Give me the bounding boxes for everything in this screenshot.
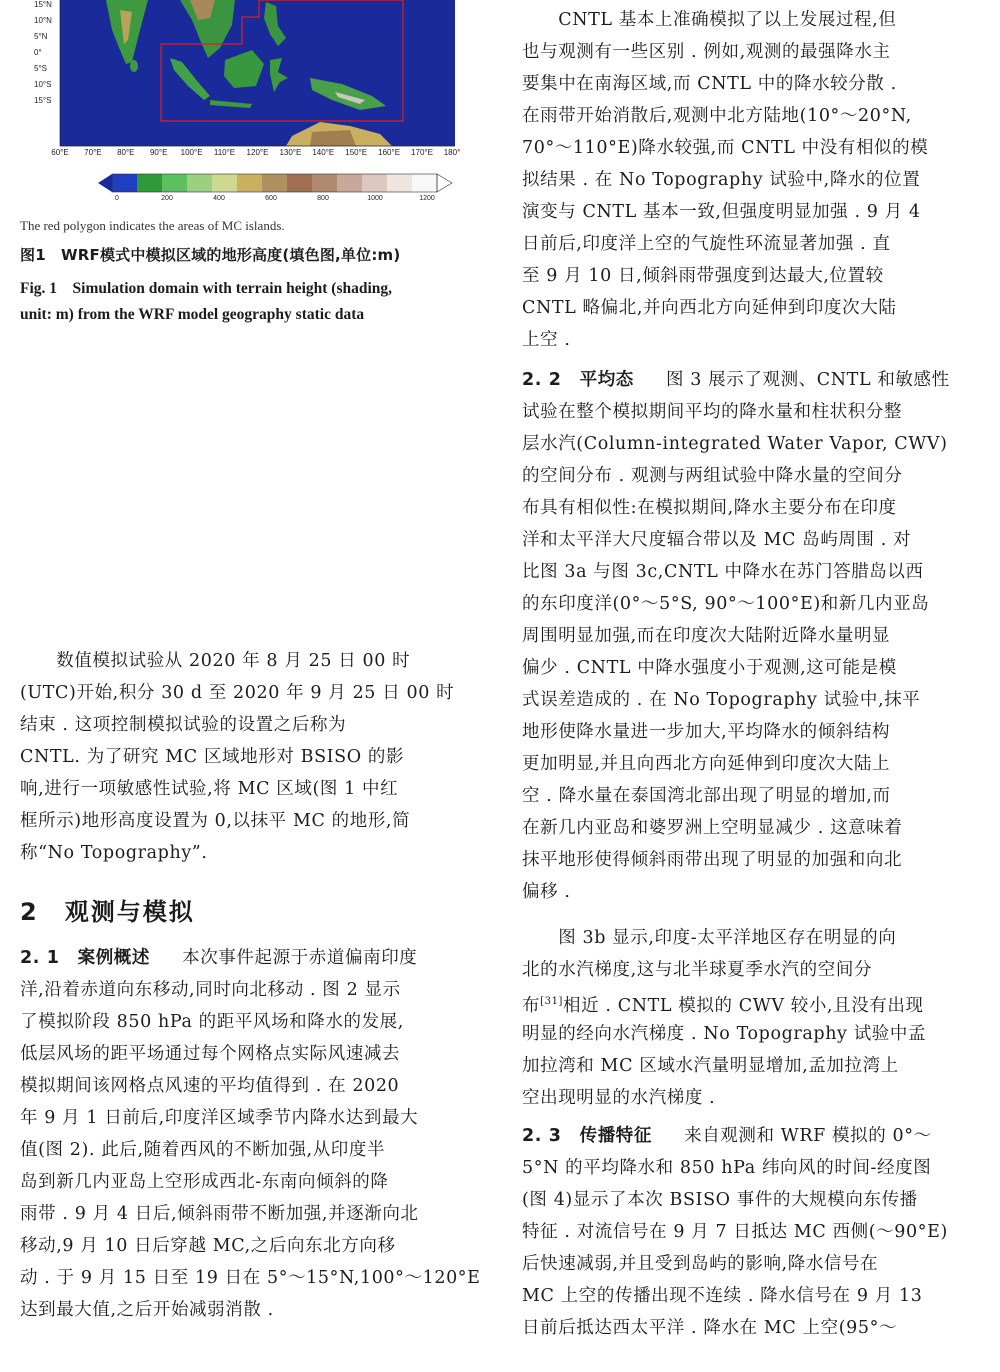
paragraph-line: 结束 . 这项控制模拟试验的设置之后称为 bbox=[20, 715, 347, 735]
paragraph-line: 雨带 . 9 月 4 日后,倾斜雨带不断加强,并逐渐向北 bbox=[20, 1204, 419, 1224]
paragraph-line-with-citation: 布[31]相近 . CNTL 模拟的 CWV 较小,且没有出现 bbox=[522, 995, 924, 1016]
terrain-map bbox=[20, 0, 460, 150]
paragraph-line: 北的水汽梯度,这与北半球夏季水汽的空间分 bbox=[522, 960, 873, 980]
paragraph-line: 上空 . bbox=[522, 330, 571, 350]
paragraph-line: 模拟期间该网格点风速的平均值得到 . 在 2020 bbox=[20, 1076, 400, 1096]
subsection-2-3-first-line: 2. 3 传播特征 来自观测和 WRF 模拟的 0°～ bbox=[522, 1126, 932, 1146]
lat-tick: 15°N bbox=[34, 0, 52, 9]
paragraph-line: CNTL 基本上准确模拟了以上发展过程,但 bbox=[522, 10, 897, 30]
figure-note: The red polygon indicates the areas of MC islands. bbox=[20, 218, 285, 233]
paragraph-line: 5°N 的平均降水和 850 hPa 纬向风的时间-经度图 bbox=[522, 1158, 932, 1178]
lat-tick: 10°N bbox=[34, 16, 52, 25]
lon-tick: 150°E bbox=[345, 148, 368, 157]
paragraph-line: (UTC)开始,积分 30 d 至 2020 年 9 月 25 日 00 时 bbox=[20, 683, 455, 703]
figure-caption-cn: 图1 WRF模式中模拟区域的地形高度(填色图,单位:m) bbox=[20, 246, 401, 264]
lat-tick: 0° bbox=[34, 48, 42, 57]
paragraph-line: 也与观测有一些区别 . 例如,观测的最强降水主 bbox=[522, 42, 891, 62]
paragraph-line: 移动,9 月 10 日后穿越 MC,之后向东北方向移 bbox=[20, 1236, 396, 1256]
colorbar-tick: 400 bbox=[213, 195, 225, 202]
figure-caption-en-cont: unit: m) from the WRF model geography static data bbox=[20, 306, 365, 323]
lon-tick: 60°E bbox=[51, 148, 69, 157]
paragraph-line: 值(图 2). 此后,随着西风的不断加强,从印度半 bbox=[20, 1140, 386, 1160]
colorbar-tick: 200 bbox=[161, 195, 173, 202]
lon-tick: 180° bbox=[443, 148, 461, 157]
paragraph-line: CNTL. 为了研究 MC 区域地形对 BSISO 的影 bbox=[20, 747, 405, 767]
paragraph-line: 加拉湾和 MC 区域水汽量明显增加,孟加拉湾上 bbox=[522, 1056, 899, 1076]
paragraph-line: 抹平地形使得倾斜雨带出现了明显的加强和向北 bbox=[522, 850, 903, 870]
section-heading: 2 观测与模拟 bbox=[20, 898, 195, 926]
colorbar-tick: 600 bbox=[265, 195, 277, 202]
paragraph-line: 布具有相似性:在模拟期间,降水主要分布在印度 bbox=[522, 498, 897, 518]
paragraph-line: 比图 3a 与图 3c,CNTL 中降水在苏门答腊岛以西 bbox=[522, 562, 924, 582]
colorbar-tick: 800 bbox=[317, 195, 329, 202]
figure-caption-en: Fig. 1 Simulation domain with terrain height (shading, bbox=[20, 280, 393, 297]
paragraph-line: 动 . 于 9 月 15 日至 19 日在 5°～15°N,100°～120°E bbox=[20, 1268, 481, 1288]
paragraph-line: 称“No Topography”. bbox=[20, 843, 208, 863]
paragraph-line: 偏移 . bbox=[522, 882, 571, 902]
subsection-heading: 2. 3 传播特征 bbox=[522, 1126, 652, 1146]
paragraph-line: 后快速减弱,并且受到岛屿的影响,降水信号在 bbox=[522, 1254, 879, 1274]
paragraph-line: 要集中在南海区域,而 CNTL 中的降水较分散 . bbox=[522, 74, 897, 94]
paragraph-line: 空出现明显的水汽梯度 . bbox=[522, 1088, 716, 1108]
paragraph-line: 演变与 CNTL 基本一致,但强度明显加强 . 9 月 4 bbox=[522, 202, 921, 222]
lon-tick: 110°E bbox=[213, 148, 236, 157]
lon-tick: 160°E bbox=[378, 148, 401, 157]
citation-ref[interactable]: [31] bbox=[540, 996, 564, 1007]
lon-tick: 100°E bbox=[180, 148, 203, 157]
paragraph-line: 的空间分布 . 观测与两组试验中降水量的空间分 bbox=[522, 466, 903, 486]
lon-tick: 70°E bbox=[84, 148, 102, 157]
paragraph-line: 岛到新几内亚岛上空形成西北-东南向倾斜的降 bbox=[20, 1172, 389, 1192]
paragraph-line: CNTL 略偏北,并向西北方向延伸到印度次大陆 bbox=[522, 298, 897, 318]
paragraph-line: 明显的经向水汽梯度 . No Topography 试验中孟 bbox=[522, 1024, 927, 1044]
paragraph-line: 在雨带开始消散后,观测中北方陆地(10°～20°N, bbox=[522, 106, 912, 126]
subsection-2-1-first-line: 2. 1 案例概述 本次事件起源于赤道偏南印度 bbox=[20, 948, 418, 968]
paragraph-line: 70°～110°E)降水较强,而 CNTL 中没有相似的模 bbox=[522, 138, 929, 158]
paragraph-line: 偏少 . CNTL 中降水强度小于观测,这可能是模 bbox=[522, 658, 897, 678]
paragraph-line: 洋,沿着赤道向东移动,同时向北移动 . 图 2 显示 bbox=[20, 980, 401, 1000]
figure-1 bbox=[20, 0, 460, 210]
paragraph-line: 地形使降水量进一步加大,平均降水的倾斜结构 bbox=[522, 722, 891, 742]
colorbar bbox=[98, 172, 454, 194]
paragraph-line: 数值模拟试验从 2020 年 8 月 25 日 00 时 bbox=[20, 651, 411, 671]
paragraph-line: 在新几内亚岛和婆罗洲上空明显减少 . 这意味着 bbox=[522, 818, 903, 838]
paragraph-line: 图 3b 显示,印度-太平洋地区存在明显的向 bbox=[522, 928, 897, 948]
paragraph-line: 的东印度洋(0°～5°S, 90°～100°E)和新几内亚岛 bbox=[522, 594, 930, 614]
lon-tick: 140°E bbox=[312, 148, 335, 157]
paragraph-line: 试验在整个模拟期间平均的降水量和柱状积分整 bbox=[522, 402, 903, 422]
paragraph-line: (图 4)显示了本次 BSISO 事件的大规模向东传播 bbox=[522, 1190, 918, 1210]
lon-tick: 120°E bbox=[246, 148, 269, 157]
paragraph-line: 了模拟阶段 850 hPa 的距平风场和降水的发展, bbox=[20, 1012, 404, 1032]
colorbar-tick: 0 bbox=[115, 195, 119, 202]
lat-tick: 10°S bbox=[34, 80, 52, 89]
paragraph-line: 层水汽(Column-integrated Water Vapor, CWV) bbox=[522, 434, 948, 454]
colorbar-tick: 1200 bbox=[419, 195, 435, 202]
paragraph-line: 洋和太平洋大尺度辐合带以及 MC 岛屿周围 . 对 bbox=[522, 530, 912, 550]
lon-tick: 130°E bbox=[279, 148, 302, 157]
paragraph-line: 日前后抵达西太平洋 . 降水在 MC 上空(95°～ bbox=[522, 1318, 898, 1338]
paragraph-line: 低层风场的距平场通过每个网格点实际风速减去 bbox=[20, 1044, 401, 1064]
paragraph-line: 年 9 月 1 日前后,印度洋区域季节内降水达到最大 bbox=[20, 1108, 419, 1128]
paragraph-line: 空 . 降水量在泰国湾北部出现了明显的增加,而 bbox=[522, 786, 891, 806]
paragraph-line: 达到最大值,之后开始减弱消散 . bbox=[20, 1300, 274, 1320]
lat-tick: 5°S bbox=[34, 64, 47, 73]
lon-tick: 90°E bbox=[149, 148, 168, 157]
colorbar-tick: 1000 bbox=[367, 195, 383, 202]
lon-tick: 170°E bbox=[411, 148, 433, 157]
subsection-heading: 2. 2 平均态 bbox=[522, 370, 634, 390]
lat-tick: 5°N bbox=[34, 32, 48, 41]
paragraph-line: 更加明显,并且向西北方向延伸到印度次大陆上 bbox=[522, 754, 891, 774]
lat-tick: 15°S bbox=[34, 96, 52, 105]
paragraph-line: 至 9 月 10 日,倾斜雨带强度到达最大,位置较 bbox=[522, 266, 884, 286]
paragraph-line: MC 上空的传播出现不连续 . 降水信号在 9 月 13 bbox=[522, 1286, 923, 1306]
subsection-heading: 2. 1 案例概述 bbox=[20, 948, 150, 968]
paragraph-line: 拟结果 . 在 No Topography 试验中,降水的位置 bbox=[522, 170, 921, 190]
lon-tick: 80°E bbox=[117, 148, 135, 157]
paragraph-line: 周围明显加强,而在印度次大陆附近降水量明显 bbox=[522, 626, 891, 646]
paragraph-line: 框所示)地形高度设置为 0,以抹平 MC 的地形,简 bbox=[20, 811, 411, 831]
paragraph-line: 日前后,印度洋上空的气旋性环流显著加强 . 直 bbox=[522, 234, 891, 254]
subsection-2-2-first-line: 2. 2 平均态 图 3 展示了观测、CNTL 和敏感性 bbox=[522, 370, 950, 390]
paragraph-line: 特征 . 对流信号在 9 月 7 日抵达 MC 西侧(～90°E) bbox=[522, 1222, 948, 1242]
paragraph-line: 响,进行一项敏感性试验,将 MC 区域(图 1 中红 bbox=[20, 779, 399, 799]
paragraph-line: 式误差造成的 . 在 No Topography 试验中,抹平 bbox=[522, 690, 921, 710]
